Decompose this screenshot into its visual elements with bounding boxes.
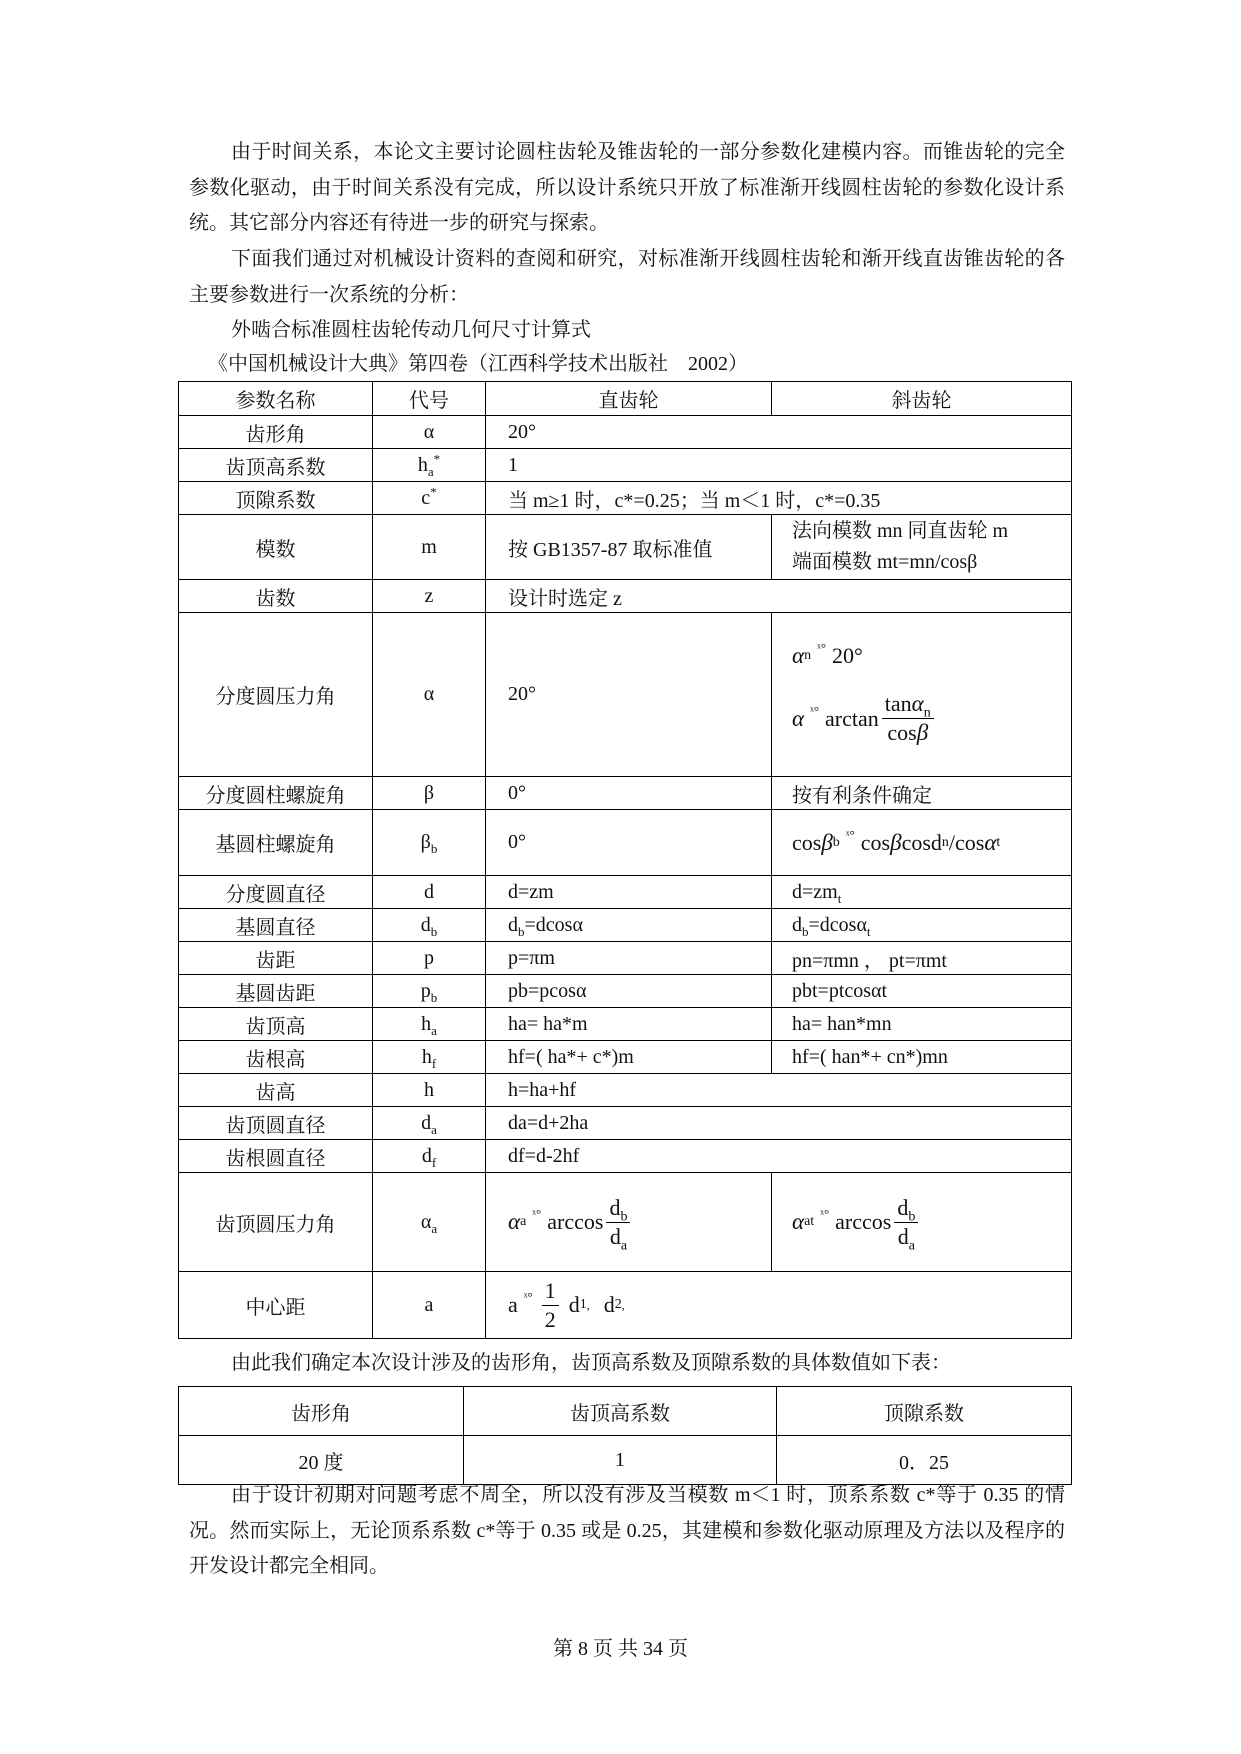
helical-formula: α at ˣ° arccos $\frac{d_b}{d_a}$ bbox=[792, 1195, 918, 1250]
param-name: 齿数 bbox=[179, 580, 373, 613]
param-value: 20° bbox=[486, 416, 1072, 449]
table-header-row bbox=[179, 382, 1072, 416]
small-table-intro: 由此我们确定本次设计涉及的齿形角，齿顶高系数及顶隙系数的具体数值如下表： bbox=[231, 1352, 951, 1374]
param-spur: p=πm bbox=[486, 942, 772, 975]
param-spur bbox=[486, 1173, 772, 1272]
intro-paragraph: 由于时间关系，本论文主要讨论圆柱齿轮及锥齿轮的一部分参数化建模内容。而锥齿轮的完全参数化驱动，由于时间关系没有完成，所以设计系统只开放了标准渐开线圆柱齿轮的参数化设计系统。其它部分内容还有待进一步的研究与探索。 bbox=[189, 141, 1065, 234]
param-value: 当 m≥1 时，c*=0.25；当 m＜1 时，c*=0.35 bbox=[486, 482, 1072, 515]
param-helical: pbt=ptcosαt bbox=[772, 975, 1072, 1008]
param-code: $p_b$ bbox=[373, 975, 486, 1008]
table-source: 《中国机械设计大典》第四卷（江西科学技术出版社 2002） bbox=[208, 353, 748, 375]
param-code: α bbox=[373, 416, 486, 449]
param-code: α bbox=[373, 613, 486, 777]
param-helical: 按有利条件确定 bbox=[772, 777, 1072, 810]
header-pressure-angle: 齿形角 bbox=[179, 1387, 464, 1436]
param-code: c* bbox=[373, 482, 486, 515]
helical-line1: 法向模数 mn 同直齿轮 m bbox=[792, 520, 1009, 542]
helical-formula: cos β b ˣ° cos β cosd n /cos α t bbox=[792, 826, 1001, 855]
param-code: $h_a$ bbox=[373, 1008, 486, 1041]
table-row bbox=[179, 1140, 1072, 1173]
param-code: $d_a$ bbox=[373, 1107, 486, 1140]
table-row bbox=[179, 482, 1072, 515]
header-name: 参数名称 bbox=[179, 382, 373, 416]
gear-geometry-table bbox=[178, 381, 1072, 1339]
param-spur: 0° bbox=[486, 810, 772, 876]
param-name: 齿顶高系数 bbox=[179, 449, 373, 482]
value-addendum-coeff: 1 bbox=[464, 1436, 777, 1485]
center-distance-formula: a ˣ° $\frac{1}{2}$ d 1 , d 2 , bbox=[508, 1277, 625, 1332]
param-name: 齿高 bbox=[179, 1074, 373, 1107]
table-row bbox=[179, 975, 1072, 1008]
param-name: 齿根圆直径 bbox=[179, 1140, 373, 1173]
param-name: 基圆直径 bbox=[179, 909, 373, 942]
param-spur: 0° bbox=[486, 777, 772, 810]
param-name: 分度圆压力角 bbox=[179, 613, 373, 777]
header-code: 代号 bbox=[373, 382, 486, 416]
table-row bbox=[179, 909, 1072, 942]
param-value: 设计时选定 z bbox=[486, 580, 1072, 613]
page-footer: 第 8 页 共 34 页 bbox=[553, 1638, 688, 1660]
table-caption: 外啮合标准圆柱齿轮传动几何尺寸计算式 bbox=[231, 319, 591, 341]
param-helical bbox=[772, 1173, 1072, 1272]
param-name: 基圆柱螺旋角 bbox=[179, 810, 373, 876]
param-code: $d_f$ bbox=[373, 1140, 486, 1173]
param-code: $h_f$ bbox=[373, 1041, 486, 1074]
value-clearance-coeff: 0．25 bbox=[777, 1436, 1072, 1485]
table-row bbox=[179, 876, 1072, 909]
table-row bbox=[179, 777, 1072, 810]
table-row bbox=[179, 580, 1072, 613]
param-spur: 20° bbox=[486, 613, 772, 777]
param-spur: pb=pcosα bbox=[486, 975, 772, 1008]
param-code: a bbox=[373, 1272, 486, 1339]
header-helical: 斜齿轮 bbox=[772, 382, 1072, 416]
table-row bbox=[179, 942, 1072, 975]
param-helical: hf=( han*+ cn*)mn bbox=[772, 1041, 1072, 1074]
param-value: h=ha+hf bbox=[486, 1074, 1072, 1107]
param-value: 1 bbox=[486, 449, 1072, 482]
table-row bbox=[179, 416, 1072, 449]
table-row bbox=[179, 1107, 1072, 1140]
table-row bbox=[179, 449, 1072, 482]
param-code: z bbox=[373, 580, 486, 613]
param-code: $\beta_b$ bbox=[373, 810, 486, 876]
param-value: da=d+2ha bbox=[486, 1107, 1072, 1140]
header-addendum-coeff: 齿顶高系数 bbox=[464, 1387, 777, 1436]
header-spur: 直齿轮 bbox=[486, 382, 772, 416]
param-helical bbox=[772, 810, 1072, 876]
param-name: 齿顶圆压力角 bbox=[179, 1173, 373, 1272]
param-helical: pn=πmn ， pt=πmt bbox=[772, 942, 1072, 975]
param-spur: $d_b=dcos\alpha$ bbox=[486, 909, 772, 942]
param-code: h bbox=[373, 1074, 486, 1107]
table-row bbox=[179, 1008, 1072, 1041]
param-name: 顶隙系数 bbox=[179, 482, 373, 515]
param-name: 齿形角 bbox=[179, 416, 373, 449]
table-row bbox=[179, 1272, 1072, 1339]
param-helical bbox=[772, 613, 1072, 777]
param-helical: $d=zm_t$ bbox=[772, 876, 1072, 909]
param-name: 齿距 bbox=[179, 942, 373, 975]
value-pressure-angle: 20 度 bbox=[179, 1436, 464, 1485]
param-code: p bbox=[373, 942, 486, 975]
param-name: 齿顶圆直径 bbox=[179, 1107, 373, 1140]
param-spur: d=zm bbox=[486, 876, 772, 909]
param-spur: ha= ha*m bbox=[486, 1008, 772, 1041]
helical-formula-1: α n ˣ° 20° bbox=[792, 640, 863, 668]
param-spur: 按 GB1357-87 取标准值 bbox=[486, 515, 772, 580]
param-name: 齿顶高 bbox=[179, 1008, 373, 1041]
param-code: β bbox=[373, 777, 486, 810]
table-row bbox=[179, 1041, 1072, 1074]
param-code: d bbox=[373, 876, 486, 909]
closing-paragraph: 由于设计初期对问题考虑不周全，所以没有涉及当模数 m＜1 时，顶系系数 c*等于 0.35 的情况。然而实际上，无论顶系系数 c*等于 0.35 或是 0.25，其建模和参数化驱动原理及方法以及程序的开发设计都完全相同。 bbox=[189, 1484, 1065, 1577]
spur-formula: α a ˣ° arccos $\frac{d_b}{d_a}$ bbox=[508, 1195, 630, 1250]
table-row bbox=[179, 613, 1072, 777]
param-name: 分度圆柱螺旋角 bbox=[179, 777, 373, 810]
param-helical: $d_b=dcos\alpha_t$ bbox=[772, 909, 1072, 942]
analysis-paragraph: 下面我们通过对机械设计资料的查阅和研究，对标准渐开线圆柱齿轮和渐开线直齿锥齿轮的各主要参数进行一次系统的分析： bbox=[189, 248, 1065, 306]
param-name: 基圆齿距 bbox=[179, 975, 373, 1008]
param-name: 模数 bbox=[179, 515, 373, 580]
param-code: m bbox=[373, 515, 486, 580]
param-name: 齿根高 bbox=[179, 1041, 373, 1074]
param-helical: ha= han*mn bbox=[772, 1008, 1072, 1041]
param-name: 中心距 bbox=[179, 1272, 373, 1339]
param-value bbox=[486, 1272, 1072, 1339]
param-code: $\alpha_a$ bbox=[373, 1173, 486, 1272]
param-helical bbox=[772, 515, 1072, 580]
helical-formula-2: α ˣ° arctan $\frac{\tan\alpha_n}{\cos\beta}$ bbox=[792, 691, 934, 746]
small-table-header bbox=[179, 1387, 1072, 1436]
table-row bbox=[179, 515, 1072, 580]
table-row bbox=[179, 1074, 1072, 1107]
table-row bbox=[179, 1173, 1072, 1272]
helical-line2: 端面模数 mt=mn/cosβ bbox=[792, 551, 978, 573]
param-code: $h_a^*$ bbox=[373, 449, 486, 482]
header-clearance-coeff: 顶隙系数 bbox=[777, 1387, 1072, 1436]
param-value: df=d-2hf bbox=[486, 1140, 1072, 1173]
param-name: 分度圆直径 bbox=[179, 876, 373, 909]
table-row bbox=[179, 810, 1072, 876]
param-spur: hf=( ha*+ c*)m bbox=[486, 1041, 772, 1074]
param-code: $d_b$ bbox=[373, 909, 486, 942]
chosen-values-table bbox=[178, 1386, 1072, 1485]
